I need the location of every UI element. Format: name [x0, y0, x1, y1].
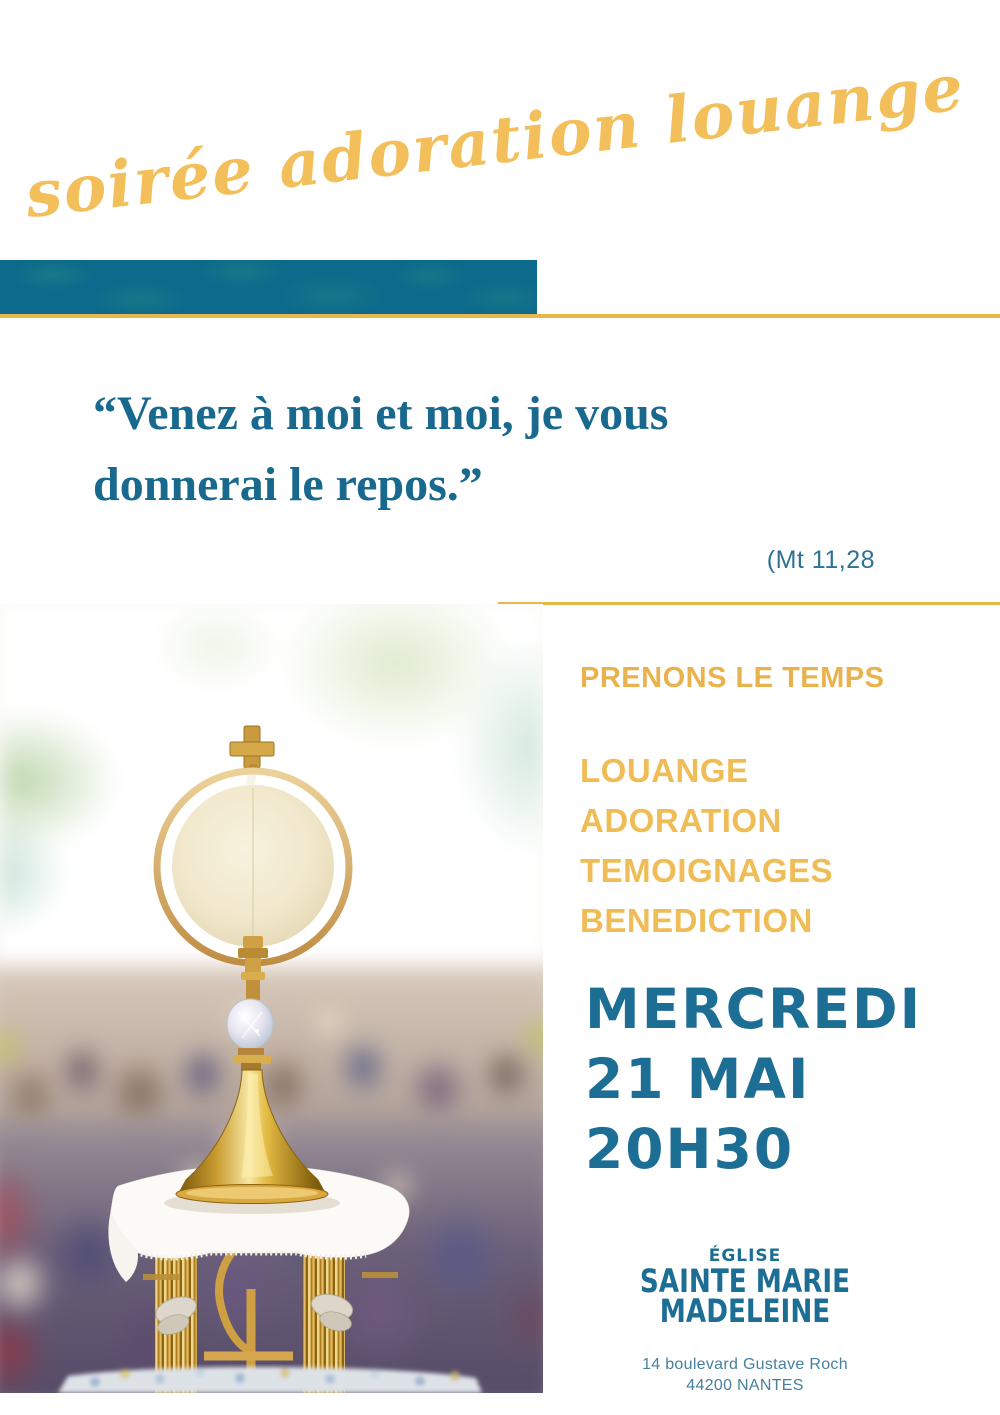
cone-base [176, 1070, 328, 1204]
church-logo [540, 1246, 950, 1330]
script-title: soirée adoration louange [21, 49, 969, 233]
host-and-ring [157, 771, 349, 963]
address-city: 44200 NANTES [686, 1377, 804, 1394]
tagline: PRENONS LE TEMPS [580, 662, 885, 694]
church-name-line-2: MADELEINE [659, 1292, 831, 1330]
program-item-adoration: ADORATION [580, 802, 782, 839]
mosaic-base [58, 1367, 482, 1393]
quote-line-2: donnerai le repos.” [93, 458, 483, 511]
church-address [540, 1354, 950, 1396]
gold-rule-middle [498, 602, 1000, 605]
teal-banner [0, 260, 537, 314]
event-day: MERCREDI [585, 977, 923, 1041]
quote-line-1: “Venez à moi et moi, je vous [93, 387, 669, 440]
event-datetime [585, 974, 922, 1184]
banner-swirl-texture [0, 260, 537, 314]
monstrance-graphic [0, 604, 543, 1393]
church-label: ÉGLISE [708, 1246, 782, 1266]
program-item-benediction: BENEDICTION [580, 902, 813, 939]
event-date-line: 21 MAI [585, 1047, 811, 1111]
address-street: 14 boulevard Gustave Roch [642, 1356, 848, 1373]
event-time: 20H30 [585, 1117, 795, 1181]
program-item-louange: LOUANGE [580, 752, 749, 789]
gold-rule-top [0, 314, 1000, 318]
scripture-reference: (Mt 11,28 [766, 546, 875, 574]
program-item-temoignages: TEMOIGNAGES [580, 852, 834, 889]
monstrance-photo [0, 604, 543, 1393]
scripture-quote [93, 378, 853, 520]
program-list [580, 746, 833, 946]
church-name-line-1: SAINTE MARIE [639, 1262, 851, 1300]
chi-symbol [204, 1234, 293, 1376]
